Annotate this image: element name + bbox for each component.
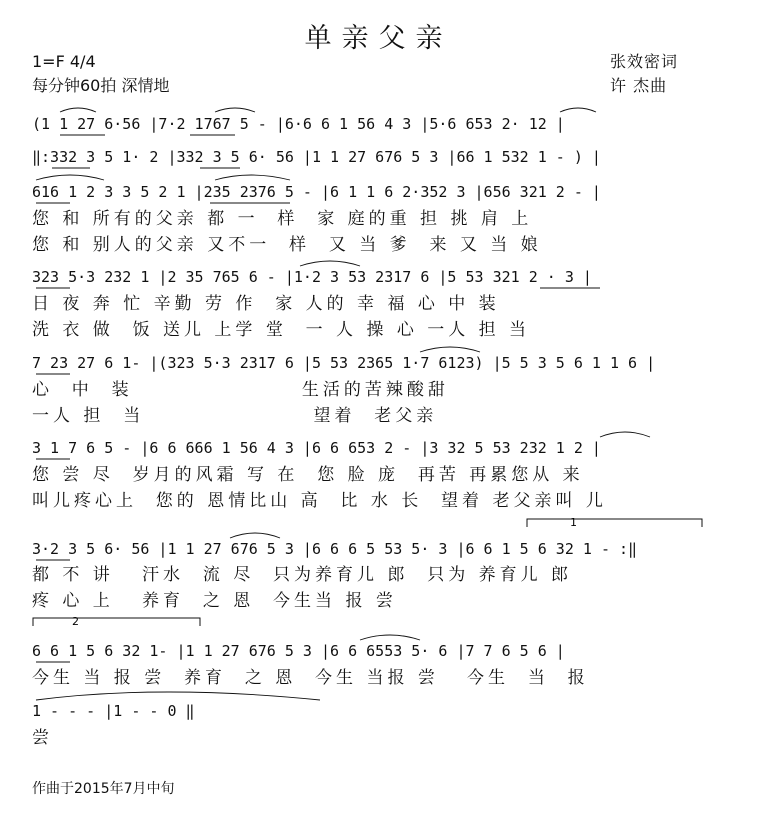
lyric-line: 尝 [32,728,53,748]
lyric-line: 日 夜 奔 忙 辛勤 劳 作 家 人的 幸 福 心 中 装 [32,294,500,314]
composition-date: 作曲于2015年7月中旬 [32,781,175,797]
tempo-marking: 每分钟60拍 深情地 [32,76,170,95]
notation-line: 323 5·3 232 1 |2 35 765 6 - |1·2 3 53 2317 6 |5 53 321 2 · 3 | [32,268,592,286]
lyric-line: 您 尝 尽 岁月的风霜 写 在 您 脸 庞 再苦 再累您从 来 [32,465,584,485]
lyric-line: 疼 心 上 养育 之 恩 今生当 报 尝 [32,591,397,611]
notation-line: 6 6 1 5 6 32 1- |1 1 27 676 5 3 |6 6 6553 5· 6 |7 7 6 5 6 | [32,642,565,660]
lyric-line: 一人 担 当 望着 老父亲 [32,406,438,426]
lyric-line: 洗 衣 做 饭 送儿 上学 堂 一 人 操 心 一人 担 当 [32,320,531,340]
lyric-line: 今生 当 报 尝 养育 之 恩 今生 当报 尝 今生 当 报 [32,668,589,688]
volta-bracket-2 [33,615,200,628]
volta-2-label: 2 [72,615,79,628]
lyric-line: 您 和 别人的父亲 又不一 样 又 当 爹 来 又 当 娘 [32,235,542,255]
notation-line: 3·2 3 5 6· 56 |1 1 27 676 5 3 |6 6 6 5 53 5· 3 |6 6 1 5 6 32 1 - :‖ [32,540,638,558]
lyricist-credit: 张效密词 [610,52,679,71]
notation-line: (1 1 27 6·56 |7·2 1767 5 - |6·6 6 1 56 4 3 |5·6 653 2· 12 | [32,115,565,133]
key-meter: 1=F 4/4 [32,52,96,71]
slur-marks [36,108,650,700]
lyric-line: 心 中 装 生活的苦辣酸甜 [32,380,449,400]
notation-line: ‖:332 3 5 1· 2 |332 3 5 6· 56 |1 1 27 676 5 3 |66 1 532 1 - ) | [32,148,601,166]
composer-credit: 许 杰曲 [610,76,668,95]
notation-line: 1 - - - |1 - - 0 ‖ [32,702,195,720]
notation-line: 3 1 7 6 5 - |6 6 666 1 56 4 3 |6 6 653 2 - |3 32 5 53 232 1 2 | [32,439,601,457]
volta-1-label: 1 [570,516,577,529]
song-title: 单亲父亲 [304,23,453,54]
notation-line: 616 1 2 3 3 5 2 1 |235 2376 5 - |6 1 1 6 2·352 3 |656 321 2 - | [32,183,601,201]
lyric-line: 都 不 讲 汗水 流 尽 只为养育儿 郎 只为 养育儿 郎 [32,565,573,585]
lyric-line: 您 和 所有的父亲 都 一 样 家 庭的重 担 挑 肩 上 [32,209,533,229]
underline-beams [36,135,600,662]
volta-bracket-1 [527,516,702,529]
notation-line: 7 23 27 6 1- |(323 5·3 2317 6 |5 53 2365 1·7 6123) |5 5 3 5 6 1 1 6 | [32,354,656,372]
lyric-line: 叫儿疼心上 您的 恩情比山 高 比 水 长 望着 老父亲叫 儿 [32,491,607,511]
